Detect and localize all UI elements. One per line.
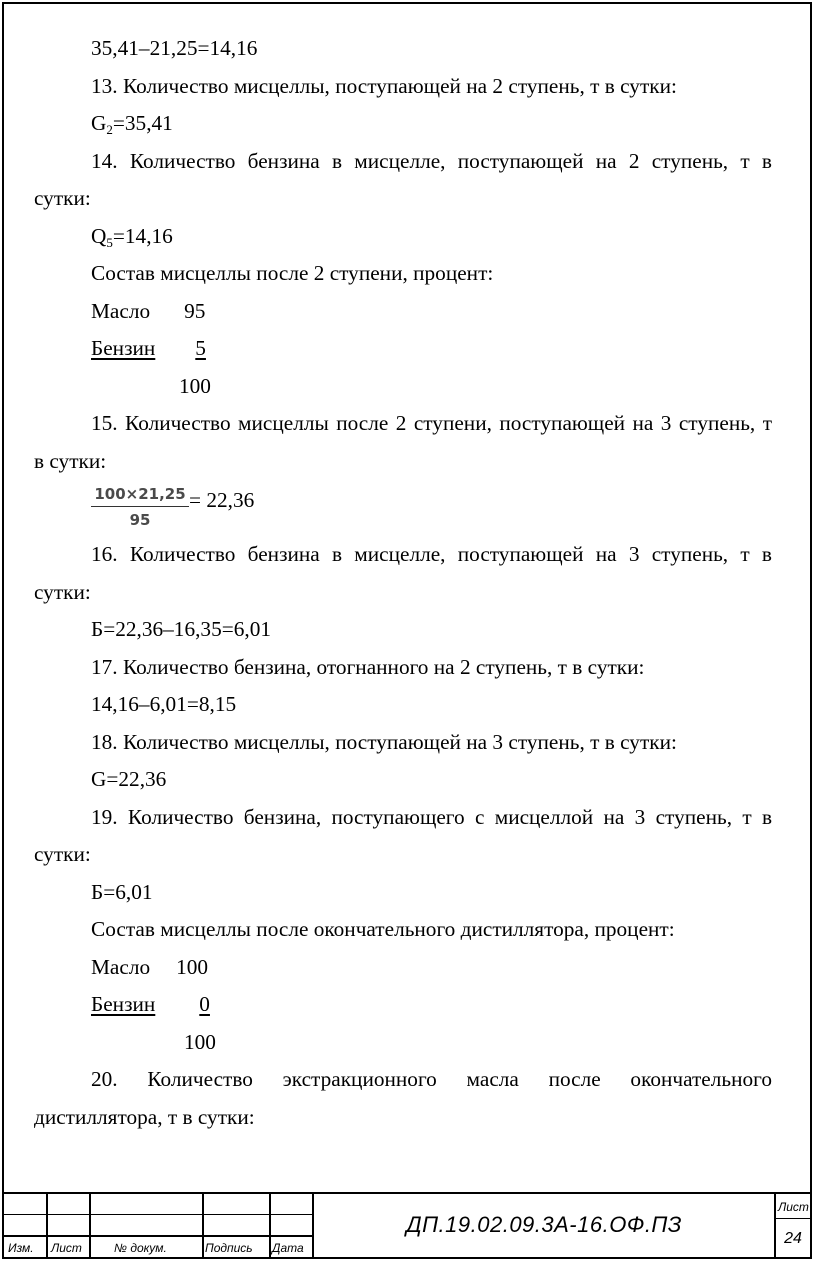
text-line: сутки: [34, 842, 91, 866]
fraction-bar [91, 506, 189, 507]
composition-value: 95 [184, 298, 206, 323]
composition-row [34, 986, 772, 1024]
fraction-numerator: 100×21,25 [94, 485, 186, 503]
sheet-label: Лист [778, 1200, 809, 1214]
fraction-result: = 22,36 [189, 488, 255, 512]
text-line: в сутки: [34, 448, 107, 473]
stamp-col-izm: Изм. [8, 1241, 34, 1255]
formula-subscript: 5 [106, 234, 113, 250]
stamp-divider [202, 1194, 204, 1257]
stamp-row-line [4, 1235, 312, 1237]
stamp-row-line [4, 1214, 312, 1215]
composition-total [34, 368, 772, 406]
formula-g2 [34, 105, 772, 143]
fraction-denominator: 95 [129, 511, 151, 529]
composition-total-value: 100 [179, 373, 211, 398]
stamp-divider [46, 1194, 48, 1257]
text-line: Состав мисцеллы после 2 ступени, процент: [91, 261, 494, 285]
stamp-col-list: Лист [51, 1241, 82, 1255]
fraction-formula [34, 480, 772, 536]
text-line: 20. Количество экстракционного масла после окончательного [91, 1067, 772, 1091]
composition-row [34, 949, 772, 987]
text-line: 19. Количество бензина, поступающего с мисцеллой на 3 ступень, т в [91, 804, 772, 829]
stamp-col-dokum: № докум. [114, 1241, 167, 1255]
composition-value: 5 [195, 336, 206, 360]
formula-rest: =14,16 [112, 223, 173, 248]
stamp-row-line [774, 1218, 810, 1219]
formula-subscript: 2 [106, 122, 113, 137]
composition-row [34, 293, 772, 331]
document-body [34, 30, 772, 1136]
document-code: ДП.19.02.09.3А-16.ОФ.ПЗ [406, 1212, 682, 1237]
text-line: 13. Количество мисцеллы, поступающей на 2 ступень, т в сутки: [91, 73, 677, 98]
composition-value: 100 [176, 954, 209, 979]
formula-base: Q [91, 223, 107, 248]
text-line: Состав мисцеллы после окончательного дистиллятора, процент: [91, 917, 675, 941]
text-line: 15. Количество мисцеллы после 2 ступени, поступающей на 3 ступень, т [91, 411, 772, 435]
stamp-col-podpis: Подпись [205, 1241, 253, 1255]
text-line: Б=6,01 [91, 879, 153, 904]
text-line: Б=22,36–16,35=6,01 [91, 617, 272, 641]
text-line: сутки: [34, 579, 91, 604]
composition-row [34, 330, 772, 368]
title-block [4, 1192, 810, 1257]
text-line: 14. Количество бензина в мисцелле, поступающей на 2 ступень, т в [91, 148, 772, 173]
sheet-number: 24 [784, 1230, 802, 1247]
formula-q5 [34, 218, 772, 256]
composition-label: Масло [91, 298, 151, 323]
text-line: 18. Количество мисцеллы, поступающей на 3 ступень, т в сутки: [91, 729, 677, 754]
composition-label: Бензин [91, 992, 156, 1016]
text-line: дистиллятора, т в сутки: [34, 1104, 255, 1129]
stamp-col-data: Дата [272, 1241, 304, 1255]
text-line: 16. Количество бензина в мисцелле, поступающей на 3 ступень, т в [91, 542, 772, 566]
composition-label: Масло [91, 954, 151, 979]
formula-rest: =35,41 [112, 111, 173, 135]
text-line: 14,16–6,01=8,15 [91, 692, 237, 716]
text-line: сутки: [34, 186, 91, 210]
stamp-divider [89, 1194, 91, 1257]
text-line: 17. Количество бензина, отогнанного на 2 ступень, т в сутки: [91, 654, 645, 679]
text-line: 35,41–21,25=14,16 [91, 36, 258, 60]
formula-base: G [91, 111, 107, 135]
stamp-divider [269, 1194, 271, 1257]
composition-total-value: 100 [184, 1029, 216, 1054]
composition-label: Бензин [91, 336, 156, 360]
text-line: G=22,36 [91, 767, 167, 791]
composition-total [34, 1024, 772, 1062]
composition-value: 0 [199, 992, 210, 1016]
